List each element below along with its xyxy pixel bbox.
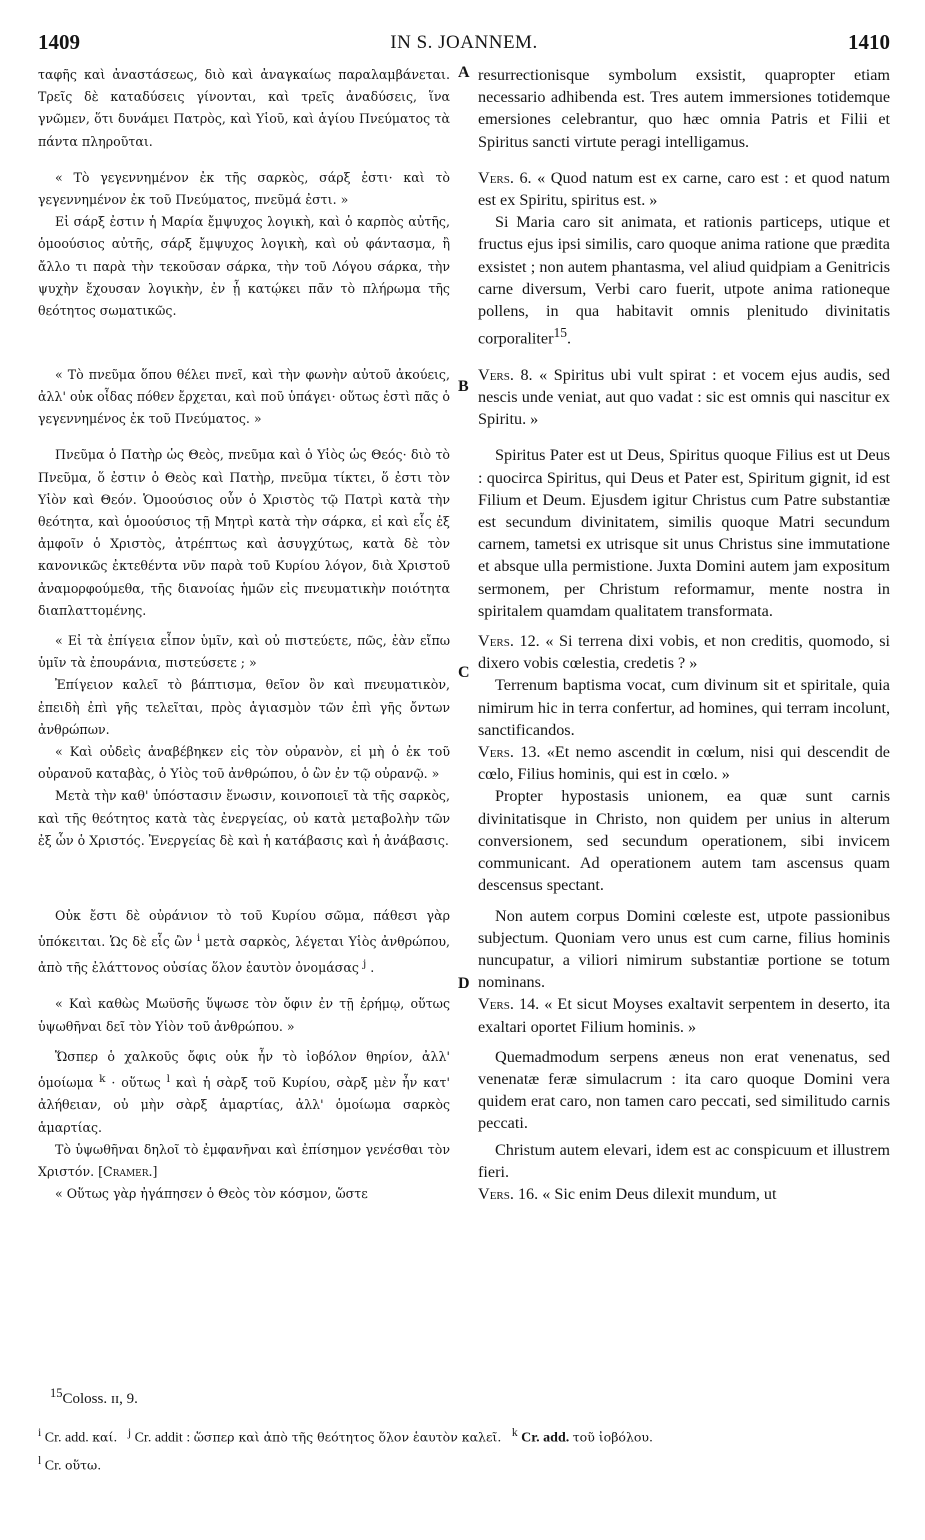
latin-verse: Vers. 6. « Quod natum est ex carne, caro est : et quod natum est ex Spiritu, spiritus est. » xyxy=(478,168,890,210)
latin-paragraph: Propter hypostasis unionem, ea quæ sunt carnis divinitatisque in Christo, non quidem per unius in alterum conversionem, sed secundum operationem, sibi invicem communicant. Ad operationem autem tam ascensus quam descensus spectant. xyxy=(478,787,890,895)
greek-column xyxy=(38,64,456,153)
greek-verse: « Καὶ καθὼς Μωϋσῆς ὕψωσε τὸν ὄφιν ἐν τῇ ἐρήμῳ, οὕτως ὑψωθῆναι δεῖ τὸν Υἱὸν τοῦ ἀνθρώπου. » xyxy=(38,996,450,1034)
margin-letter-c: C xyxy=(458,664,470,682)
latin-paragraph: Quemadmodum serpens æneus non erat venenatus, sed venenatæ feræ simulacrum : ita caro quoque Domini vera quidem erat caro, non tamen caro peccati, sed similitudo carnis peccati. xyxy=(478,1047,890,1133)
text-pair xyxy=(38,1183,890,1205)
variant-line: $^l$ Cr. οὕτω. xyxy=(38,1453,102,1474)
variant-ref: k xyxy=(99,1072,106,1085)
verse-label: Vers. 8. xyxy=(478,365,533,384)
critical-apparatus xyxy=(38,1422,890,1477)
greek-paragraph: Πνεῦμα ὁ Πατὴρ ὡς Θεὸς, πνεῦμα καὶ ὁ Υἱὸς ὡς Θεός· διὸ τὸ Πνεῦμα, ὅ ἐστιν ὁ Θεὸς καὶ Πατὴρ, πνεῦμα τίκτει, ὅ ἐστι τὸν Υἱὸν καὶ Θεόν. Ὁμοούσιος οὖν ὁ Χριστὸς τῷ Πατρὶ κατὰ τὴν θεότητα, καὶ ὁμοούσιος τῇ Μητρὶ κατὰ τὴν σάρκα, εἰ καὶ εἷς ἐξ ἀμφοῖν ὁ Χριστὸς, ἀτρέπτως καὶ ἀσυγχύτως, κατὰ δὲ τὸν κανονικῶς ἐκτεθέντα νῦν παρὰ τοῦ Κυρίου λόγον, διὰ Χριστοῦ ἀναμορφούμεθα, τῆς διανοίας ἡμῶν εἰς πνευματικὴν ποιότητα διαπλαττομένης. xyxy=(38,447,450,618)
latin-paragraph: Si Maria caro sit animata, et rationis particeps, utique et fructus ejus ipsi similis, caro quoque anima ratione que prædita exsistet ; non autem phantasma, vel aliud quidpiam a Genitricis carne diversum, Verbi caro fuerit, utpote anima rationeque pollens, in qua habitavit omnis plenitudo divinitatis corporaliter$^{15}$. xyxy=(478,213,890,348)
latin-paragraph: resurrectionisque symbolum exsistit, quapropter etiam necessario adhibenda est. Tres autem immersiones totidemque emersiones celebrantur, quo hæc omnia Patris et Filii et Spiritus sancti virtute peragi intelligamus. xyxy=(478,66,890,151)
source-citation: Cramer xyxy=(103,1163,149,1179)
text-pair xyxy=(38,364,890,431)
text-pair xyxy=(38,211,890,350)
running-header xyxy=(38,30,890,60)
greek-verse: « Εἰ τὰ ἐπίγεια εἶπον ὑμῖν, καὶ οὐ πιστεύετε, πῶς, ἐὰν εἴπω ὑμῖν τὰ ἐπουράνια, πιστεύσετε ; » xyxy=(38,633,450,671)
footnote-ref: 15 xyxy=(553,325,567,341)
text-pair xyxy=(38,785,890,896)
footnotes xyxy=(38,1386,890,1477)
running-title: IN S. JOANNEM. xyxy=(390,32,538,53)
text-pair xyxy=(38,444,890,622)
text-pair xyxy=(38,167,890,211)
greek-paragraph: Τὸ ὑψωθῆναι δηλοῖ τὸ ἐμφανῆναι καὶ ἐπίσημον γενέσθαι τὸν Χριστόν. [Cramer.] xyxy=(38,1141,450,1179)
variant-line: $^i$ Cr. add. καί. $^j$ Cr. addit : ὥσπερ καὶ ἀπὸ τῆς θεότητος ὅλον ἑαυτὸν καλεῖ. $^k$ Cr. add. τοῦ ἰοβόλου. xyxy=(38,1426,653,1446)
variant-mark: i xyxy=(38,1426,42,1439)
variant-ref: l xyxy=(166,1072,170,1085)
latin-paragraph: Christum autem elevari, idem est ac conspicuum et illustrem fieri. xyxy=(478,1140,890,1181)
text-pair xyxy=(38,64,890,153)
latin-verse: Vers. 14. « Et sicut Moyses exaltavit serpentem in deserto, ita exaltari oportet Filium hominis. » xyxy=(478,995,890,1036)
verse-label: Vers. 14. xyxy=(478,995,540,1014)
greek-paragraph: Οὐκ ἔστι δὲ οὐράνιον τὸ τοῦ Κυρίου σῶμα, πάθεσι γὰρ ὑπόκειται. Ὡς δὲ εἷς ὢν $^i$ μετὰ σαρκὸς, λέγεται Υἱὸς ἀνθρώπου, ἀπὸ τῆς ἐλάττονος οὐσίας ὅλον ἑαυτὸν ὀνομάσας $^j$ . xyxy=(38,907,450,976)
text-pair xyxy=(38,905,890,994)
greek-verse: « Τὸ πνεῦμα ὅπου θέλει πνεῖ, καὶ τὴν φωνὴν αὐτοῦ ἀκούεις, ἀλλ' οὐκ οἶδας πόθεν ἔρχεται, καὶ ποῦ ὑπάγει· οὕτως ἐστὶ πᾶς ὁ γεγεννημένος ἐκ τοῦ Πνεύματος. » xyxy=(38,366,450,427)
verse-label: Vers. 12. xyxy=(478,632,540,651)
text-pair xyxy=(38,741,890,785)
greek-verse: « Οὕτως γὰρ ἠγάπησεν ὁ Θεὸς τὸν κόσμον, ὥστε xyxy=(55,1186,368,1202)
verse-label: Vers. 6. xyxy=(478,168,532,187)
latin-column xyxy=(478,64,890,153)
greek-paragraph: Μετὰ τὴν καθ' ὑπόστασιν ἕνωσιν, κοινοποιεῖ τὰ τῆς σαρκὸς, καὶ τῆς θεότητος κατὰ τὰς ἐνεργείας, οὐ κατὰ μεταβολὴν τῶν ἐξ ὧν ὁ Χριστός. Ἐνεργείας δὲ καὶ ἡ κατάβασις καὶ ἡ ἀνάβασις. xyxy=(38,788,450,848)
variant-ref: i xyxy=(196,931,201,944)
margin-letter-b: B xyxy=(458,377,469,395)
verse-label: Vers. 13. xyxy=(478,743,541,762)
footnote-number: 15 xyxy=(50,1386,63,1400)
margin-letter-d: D xyxy=(458,974,470,992)
page-number-left: 1409 xyxy=(38,30,80,54)
variant-mark: l xyxy=(38,1453,42,1467)
greek-paragraph: ταφῆς καὶ ἀναστάσεως, διὸ καὶ ἀναγκαίως παραλαμβάνεται. Τρεῖς δὲ καταδύσεις γίνονται, καὶ τρεῖς ἀναδύσεις, ἵνα γνῶμεν, ὅτι δυνάμει Πατρὸς, καὶ Υἱοῦ, καὶ ἁγίου Πνεύματος τὰ πάντα πληροῦται. xyxy=(38,67,450,149)
two-column-text xyxy=(38,64,890,1205)
variant-mark: k xyxy=(511,1426,518,1439)
latin-paragraph: Non autem corpus Domini cœleste est, utpote passionibus subjectum. Quoniam vero unus est cum carne, filius hominis nuncupatur, a viliori nimirum substantiæ portione se totum nominans. xyxy=(478,906,890,992)
footnote-text: Coloss. ɪɪ, 9. xyxy=(62,1391,138,1407)
margin-letter-a: A xyxy=(458,64,470,81)
greek-paragraph: Ἐπίγειον καλεῖ τὸ βάπτισμα, θεῖον ὂν καὶ πνευματικὸν, ἐπειδὴ ἐπὶ γῆς τελεῖται, πρὸς ἁγιασμὸν τῶν ἐπὶ γῆς ὄντων ἀνθρώπων. xyxy=(38,677,450,737)
verse-label: Vers. 16. xyxy=(478,1185,539,1204)
latin-paragraph: Spiritus Pater est ut Deus, Spiritus quoque Filius est ut Deus : quocirca Spiritus, qui Deus et Pater est, Spiritum gignit, id est Filium et Deum. Ejusdem igitur Christus cum Patre substantiæ est secundum divinitatem, similis quoque Matri secundum carnem, tametsi ex utrisque sit unus Christus sine immutatione et absque ulla permistione. Juxta Domini autem jam expositum sermonem, per Christum reformamur, mente nostra in spiritalem quamdam qualitatem transformata. xyxy=(478,446,890,620)
greek-paragraph: Ὥσπερ ὁ χαλκοῦς ὄφις οὐκ ἦν τὸ ἰοβόλον θηρίον, ἀλλ' ὁμοίωμα $^k$ · οὕτως $^l$ καὶ ἡ σὰρξ τοῦ Κυρίου, σὰρξ μὲν ἦν κατ' ἀλήθειαν, οὐ μὴν σὰρξ ἁμαρτίας, ἀλλ' ὁμοίωμα σαρκὸς ἁμαρτίας. xyxy=(38,1048,450,1135)
variant-ref: j xyxy=(362,958,367,971)
latin-paragraph: Terrenum baptisma vocat, cum divinum sit et spiritale, quia nimirum hic in terra confertur, ad homines, qui terram incolunt, sanctificandos. xyxy=(478,676,890,739)
greek-verse: « Τὸ γεγεννημένον ἐκ τῆς σαρκὸς, σάρξ ἐστι· καὶ τὸ γεγεννημένον ἐκ τοῦ Πνεύματος, πνεῦμά ἐστι. » xyxy=(38,169,450,208)
text-pair xyxy=(38,1139,890,1183)
latin-verse: Vers. 8. « Spiritus ubi vult spirat : et vocem ejus audis, sed nescis unde veniat, aut quo vadat : sic est omnis qui nascitur ex Spiritu. » xyxy=(478,365,890,429)
page-number-right: 1410 xyxy=(848,30,890,54)
greek-verse: « Καὶ οὐδεὶς ἀναβέβηκεν εἰς τὸν οὐρανὸν, εἰ μὴ ὁ ἐκ τοῦ οὐρανοῦ καταβὰς, ὁ Υἱὸς τοῦ ἀνθρώπου, ὁ ὢν ἐν τῷ οὐρανῷ. » xyxy=(38,744,450,782)
text-pair xyxy=(38,630,890,682)
greek-paragraph: Εἰ σάρξ ἐστιν ἡ Μαρία ἔμψυχος λογικὴ, καὶ ὁ καρπὸς αὐτῆς, ὁμοούσιος αὐτῆς, σάρξ ἔμψυχος λογικὴ, καὶ οὐ φάντασμα, ἢ ἄλλο τι παρὰ τὴν τεκοῦσαν σάρκα, τὴν τοῦ Λόγου σάρκα, τὴν ψυχὴν ἔχουσαν λογικὴν, ἐν ᾗ κατῴκει πᾶν τὸ πλήρωμα τῆς θεότητος σωματικῶς. xyxy=(38,214,450,319)
footnote xyxy=(38,1386,890,1408)
text-pair xyxy=(38,1046,890,1139)
text-pair xyxy=(38,674,890,741)
latin-verse: Vers. 12. « Si terrena dixi vobis, et non creditis, quomodo, si dixero vobis cœlestia, credetis ? » xyxy=(478,632,890,673)
latin-verse: Vers. 16. « Sic enim Deus dilexit mundum, ut xyxy=(478,1185,777,1204)
variant-mark: j xyxy=(127,1426,132,1439)
latin-verse: Vers. 13. «Et nemo ascendit in cœlum, nisi qui descendit de cœlo, Filius hominis, qui est in cœlo. » xyxy=(478,743,890,784)
text-pair xyxy=(38,993,890,1037)
